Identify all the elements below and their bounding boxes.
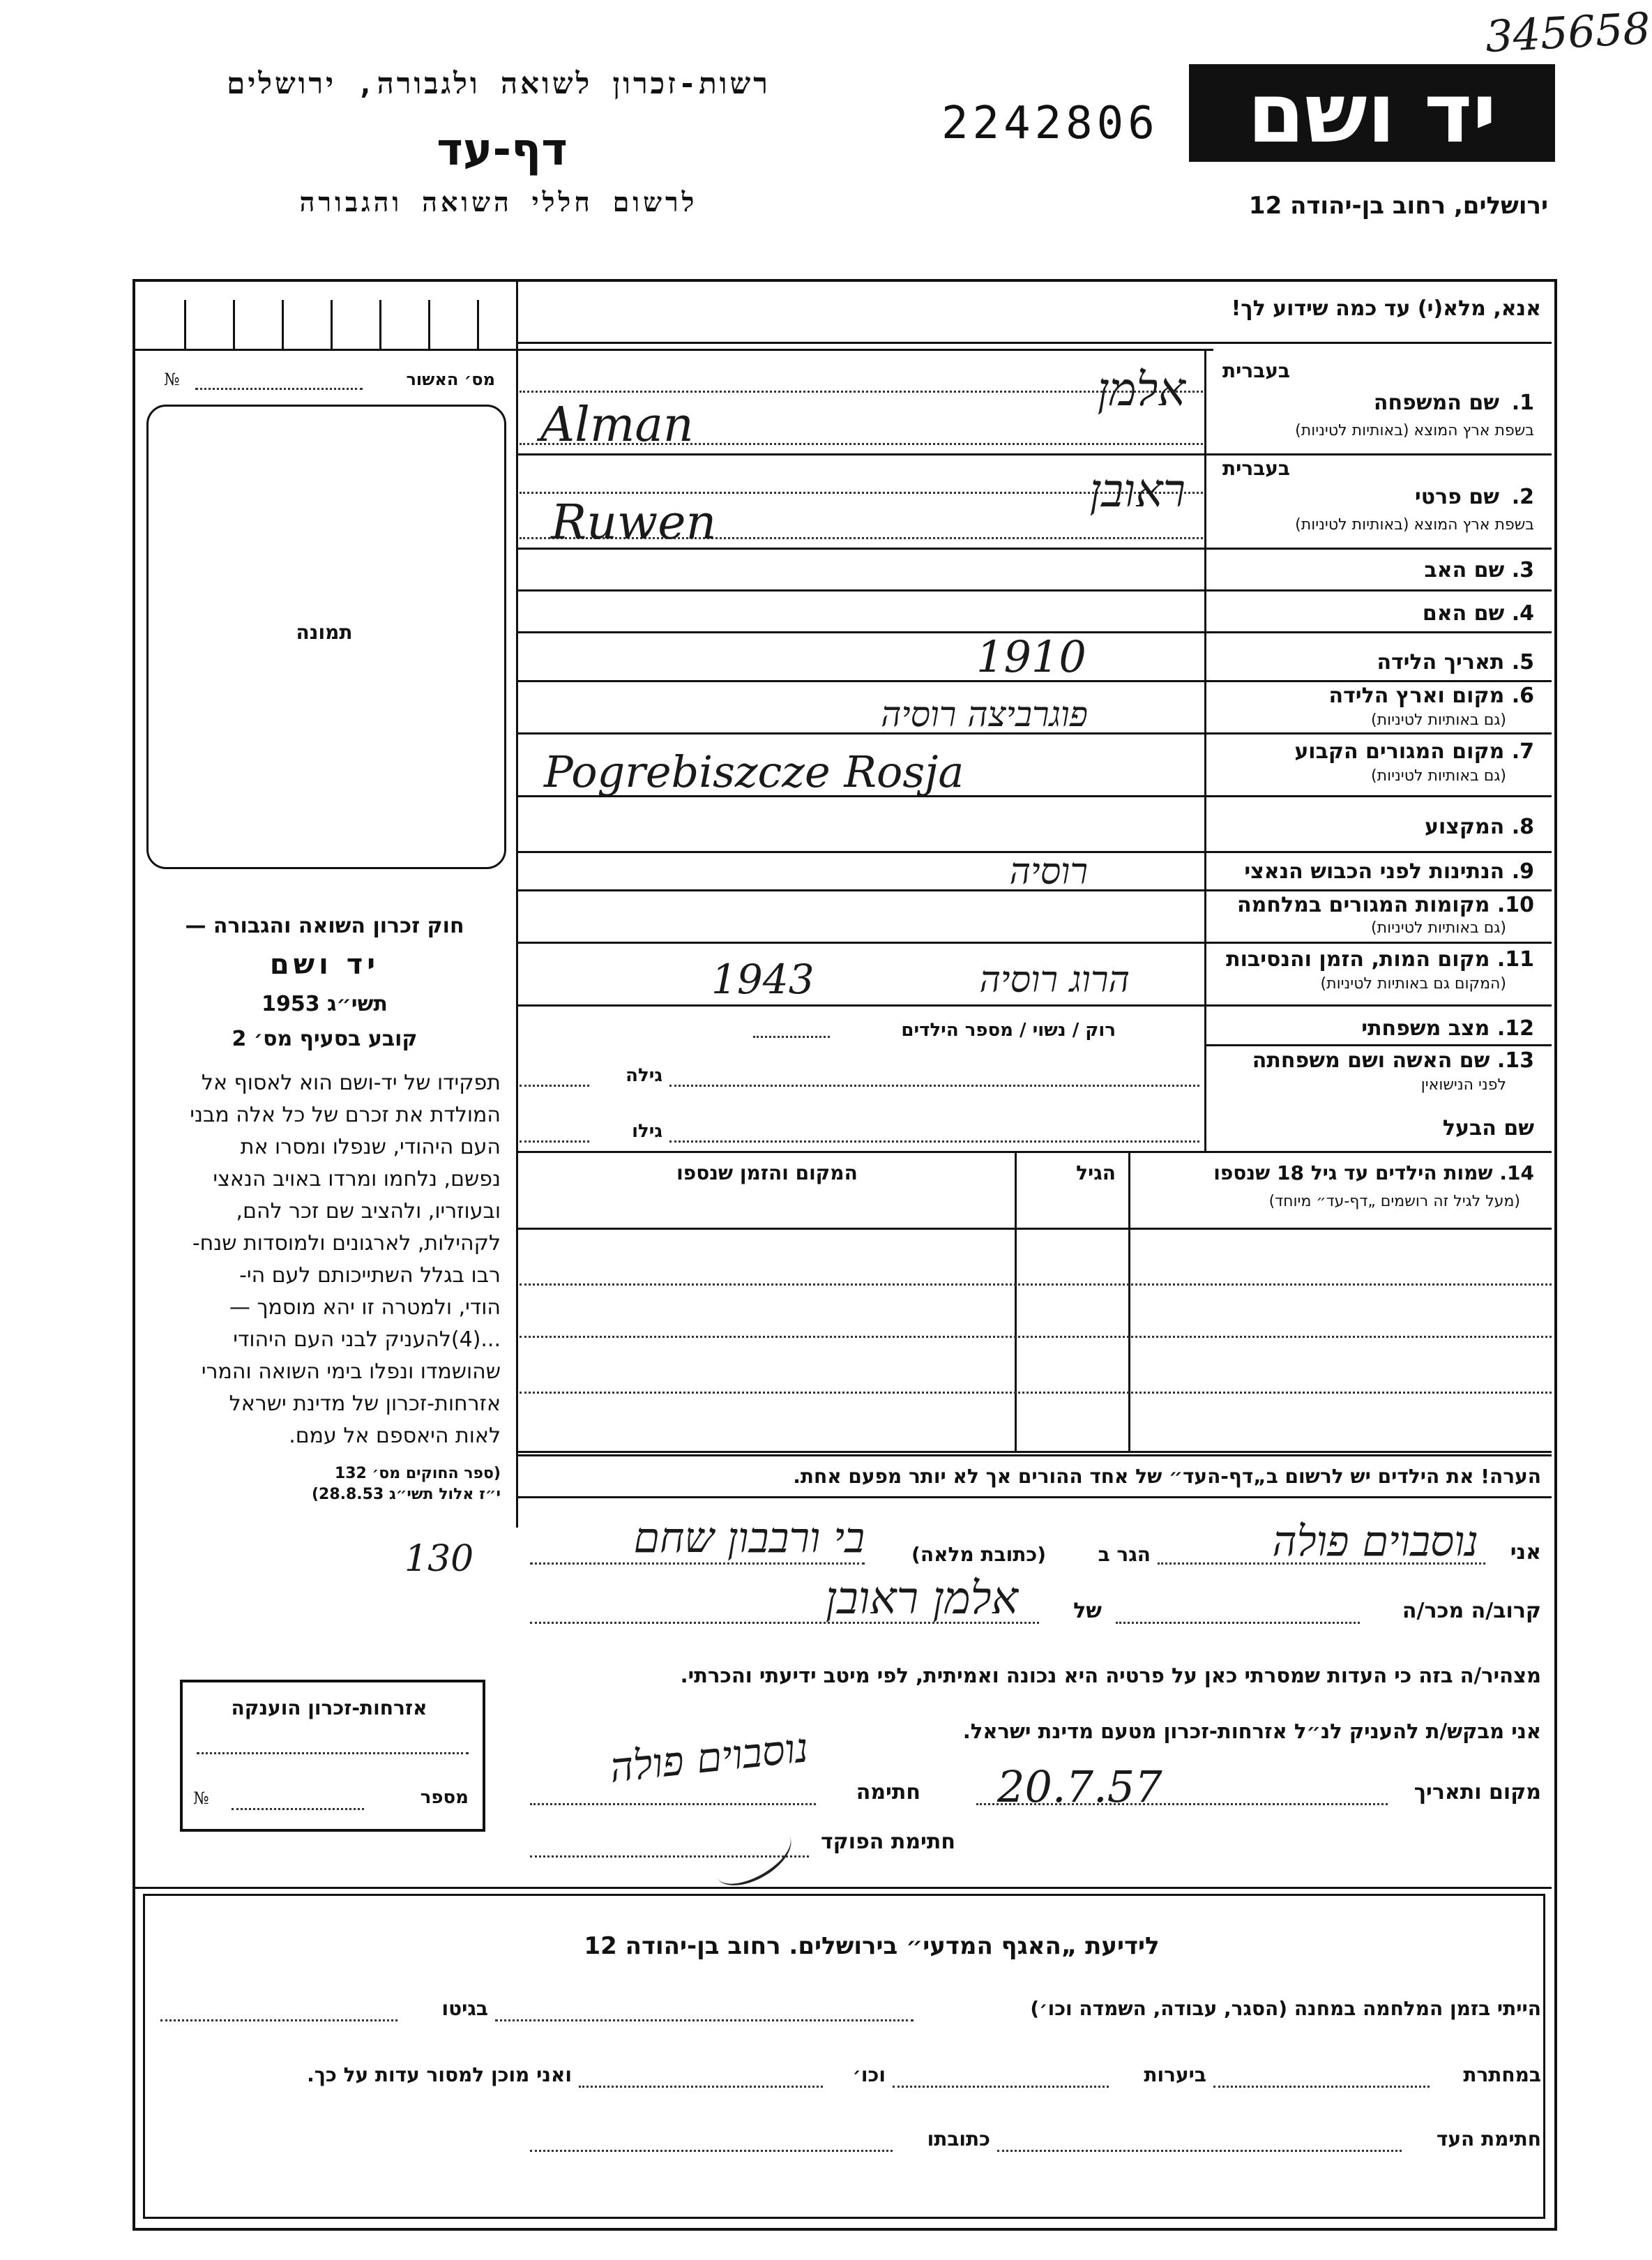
law-body: [138, 1067, 511, 1452]
address: ירושלים, רחוב בן-יהודה 12: [1248, 192, 1548, 220]
ghetto-line: [160, 2019, 397, 2021]
record-number: 2242806: [941, 98, 1159, 149]
forests-line: [893, 2086, 1109, 2088]
bottom-line1-a: הייתי בזמן המלחמה במחנה (הסגר, עבודה, השמדה וכו׳): [1030, 1997, 1541, 2020]
bottom-line2-a: במחתרת: [1463, 2063, 1541, 2086]
yad-vashem-logo: יד ושם: [1189, 64, 1555, 162]
row-line: [516, 1004, 1552, 1007]
bottom-line1-b: בגיטו: [441, 1997, 488, 2020]
i-label: אני: [1510, 1540, 1541, 1565]
citizenship-title: אזרחות-זכרון הוענקה: [231, 1696, 427, 1719]
f12-label: 12. מצב משפחתי: [1361, 1016, 1534, 1041]
row-line: [516, 1151, 1552, 1153]
f4-label: 4. שם האם: [1422, 601, 1534, 626]
authority-name: רשות-זכרון לשואה ולגבורה, ירושלים: [227, 66, 771, 100]
witness-address-line: [530, 1562, 865, 1565]
row-line: [516, 589, 1552, 592]
citizenship-no-sign: №: [193, 1788, 209, 1808]
f10-label: 10. מקומות המגורים במלחמה: [1237, 893, 1534, 917]
law-heading: חוק זכרון השואה והגבורה —: [185, 914, 464, 938]
law-line: ...(4)להעניק לבני העם היהודי: [233, 1327, 501, 1352]
f2-num: 2.: [1511, 485, 1534, 509]
bottom-line3-a: חתימת העד: [1436, 2127, 1541, 2150]
child-row: [520, 1392, 1552, 1394]
law-year: תשי״ג 1953: [262, 992, 388, 1016]
witness-address-bottom-line: [530, 2150, 893, 2152]
law-line: תפקידו של יד-ושם הוא לאסוף אל: [201, 1071, 501, 1095]
f5-label: 5. תאריך הלידה: [1377, 650, 1534, 675]
bottom-line3-b: כתובתו: [927, 2127, 990, 2150]
instructions-rule: [516, 342, 1552, 344]
wife-age-line: [520, 1085, 589, 1087]
approval-label: מס׳ האשור: [406, 370, 495, 389]
f2-hebrew-value: ראובן: [1089, 464, 1185, 518]
husband-label: שם הבעל: [1442, 1116, 1534, 1140]
law-line: לקהילות, לארגונים ולמוסדות שנח-: [192, 1231, 501, 1256]
f2-label: שם פרטי: [1414, 485, 1499, 509]
law-line: ובעוזריו, ולהציב שם זכר להם,: [236, 1199, 501, 1223]
row-line: [516, 942, 1552, 944]
declaration-request: אני מבקש/ת להעניק לנ״ל אזרחות-זכרון מטעם מדינת ישראל.: [962, 1719, 1541, 1743]
form-subtitle: לרשום חללי השואה והגבורה: [299, 187, 698, 218]
bottom-line2-b: ביערות: [1144, 2063, 1206, 2086]
f13-sub: לפני הנישואין: [1420, 1076, 1506, 1094]
col-place-time: המקום והזמן שנספו: [676, 1161, 858, 1184]
photo-label: תמונה: [296, 621, 353, 644]
margin-number: 130: [404, 1538, 474, 1580]
law-clause: קובע בסעיף מס׳ 2: [232, 1027, 418, 1051]
f2-hebrew-tag: בעברית: [1222, 457, 1290, 480]
law-ref-2: י״ז אלול תשי״ג 28.8.53): [311, 1486, 501, 1503]
etc-line: [579, 2086, 823, 2088]
bottom-line2-c: וכו׳: [852, 2063, 886, 2086]
f9-value: רוסיה: [1009, 851, 1088, 893]
law-line: שהושמדו ונפלו בימי השואה והמרי: [201, 1359, 501, 1384]
f2-sub: בשפת ארץ המוצא (באותיות לטיניות): [1295, 516, 1534, 534]
child-row: [520, 1283, 1552, 1286]
col-age: הגיל: [1076, 1161, 1116, 1184]
top-rule: [135, 349, 1213, 351]
f1-label: שם המשפחה: [1373, 391, 1499, 415]
f14-label: 14. שמות הילדים עד גיל 18 שנספו: [1213, 1161, 1534, 1184]
col-divider: [1015, 1151, 1017, 1451]
place-date-label: מקום ותאריך: [1414, 1780, 1541, 1805]
witness-address: בי ורבבון שחם: [633, 1514, 865, 1562]
row-line: [516, 1451, 1552, 1453]
barcode-boxes: [160, 300, 502, 349]
law-box: [138, 900, 511, 1514]
file-number: 345658: [1484, 2, 1652, 63]
citizenship-line: [197, 1752, 469, 1754]
f11-value-year: 1943: [711, 956, 814, 1003]
signature-value: נוסבוים פולה: [607, 1724, 811, 1792]
child-row: [520, 1336, 1552, 1338]
f8-label: 8. המקצוע: [1425, 815, 1534, 839]
note-rule-bottom: [516, 1496, 1552, 1498]
f1-hebrew-tag: בעברית: [1222, 359, 1290, 382]
husband-name-line: [669, 1140, 1199, 1143]
husband-age-line: [520, 1140, 589, 1143]
f11-label: 11. מקום המות, הזמן והנסיבות: [1226, 947, 1534, 972]
citizenship-box: [180, 1680, 485, 1832]
relative-label: קרוב/ה מכר/ה: [1402, 1599, 1541, 1623]
note-rule: [516, 1454, 1552, 1456]
f12-children-line: [753, 1036, 830, 1038]
law-line: העם היהודי, שנפלו ומסרו את: [240, 1135, 501, 1159]
col-divider: [1128, 1151, 1130, 1451]
f6-value: פוגרביצה רוסיה: [881, 694, 1088, 734]
relative-of-value: אלמן ראובן: [825, 1573, 1018, 1625]
bottom-rule: [135, 1887, 1552, 1889]
note: הערה! את הילדים יש לרשום ב„דף-העד״ של אחד ההורים אך לא יותר מפעם אחת.: [793, 1465, 1541, 1488]
f7-sub: (גם באותיות לטיניות): [1371, 767, 1506, 785]
date-value: 20.7.57: [997, 1761, 1162, 1812]
law-line: המולדת את זכרם של כל אלה מבני: [190, 1103, 501, 1127]
f7-value: Pogrebiszcze Rosja: [544, 746, 964, 797]
citizenship-number-label: מספר: [420, 1787, 469, 1808]
approval-no-sign: №: [164, 370, 180, 389]
residing-label: הגר ב: [1098, 1543, 1151, 1566]
address-label: (כתובת מלאה): [911, 1543, 1046, 1566]
f11-sub: (המקום גם באותיות לטיניות): [1320, 975, 1506, 993]
f2-latin-value: Ruwen: [551, 495, 717, 550]
row-line: [516, 1228, 1552, 1230]
row-line: [1204, 1044, 1552, 1046]
f10-sub: (גם באותיות לטיניות): [1371, 919, 1506, 937]
f9-label: 9. הנתינות לפני הכבוש הנאצי: [1244, 859, 1534, 884]
bottom-line2-d: ואני מוכן למסור עדות על כך.: [307, 2063, 572, 2086]
wife-name-line: [669, 1085, 1199, 1087]
f1-sub: בשפת ארץ המוצא (באותיות לטיניות): [1295, 422, 1534, 439]
wife-age-label: גילה: [626, 1065, 662, 1086]
law-name: יד ושם: [269, 949, 380, 981]
f1-num: 1.: [1511, 391, 1534, 415]
f3-label: 3. שם האב: [1424, 558, 1534, 582]
left-column-border: [516, 279, 518, 1528]
law-line: אזרחות-זכרון של מדינת ישראל: [229, 1392, 501, 1416]
f7-label: 7. מקום המגורים הקבוע: [1294, 739, 1534, 764]
instructions: אנא, מלא(י) עד כמה שידוע לך!: [1231, 296, 1541, 321]
f13-label: 13. שם האשה ושם משפחתה: [1252, 1048, 1534, 1073]
f6-sub: (גם באותיות לטיניות): [1371, 711, 1506, 729]
approval-line: [195, 388, 363, 390]
f5-value: 1910: [976, 631, 1086, 682]
law-line: נפשם, נלחמו ומרדו באויב הנאצי: [213, 1167, 501, 1191]
of-label: של: [1073, 1599, 1102, 1623]
f1-latin-value: Alman: [540, 398, 694, 453]
f12-options: רוק / נשוי / מספר הילדים: [901, 1020, 1116, 1041]
underground-line: [1213, 2086, 1430, 2088]
f6-label: 6. מקום וארץ הלידה: [1328, 684, 1534, 708]
law-line: רבו בגלל השתייכותם לעם הי-: [239, 1263, 501, 1288]
form-title: דף-עד: [437, 124, 568, 176]
bottom-title: לידיעת „האגף המדעי״ בירושלים. רחוב בן-יהודה 12: [584, 1932, 1160, 1960]
citizenship-number-line: [232, 1808, 364, 1810]
officer-signature-label: חתימת הפוקד: [821, 1830, 955, 1854]
signature-label: חתימה: [856, 1780, 920, 1805]
f14-sub: (מעל לגיל זה רושמים „דף-עד״ מיוחד): [1268, 1193, 1520, 1210]
relative-line: [1116, 1622, 1360, 1624]
labels-divider: [1204, 349, 1206, 1151]
f1-hebrew-value: אלמן: [1097, 363, 1185, 416]
law-ref-1: (ספר החוקים מס׳ 132: [334, 1465, 501, 1482]
row-line: [516, 453, 1552, 455]
law-line: הודי, ולמטרה זו יהא מוסמך —: [229, 1295, 501, 1320]
law-line: לאות היאספם אל עמם.: [289, 1424, 501, 1448]
witness-sig-line: [997, 2150, 1402, 2152]
declaration-statement: מצהיר/ה בזה כי העדות שמסרתי כאן על פרטיה היא נכונה ואמיתית, לפי מיטב ידיעתי והכרתי.: [680, 1664, 1541, 1687]
f11-value-place: הרוג רוסיה: [979, 959, 1130, 1001]
camp-line: [495, 2019, 914, 2021]
husband-age-label: גילו: [632, 1121, 662, 1142]
witness-name: נוסבוים פולה: [1272, 1517, 1478, 1566]
signature-line: [530, 1803, 816, 1805]
